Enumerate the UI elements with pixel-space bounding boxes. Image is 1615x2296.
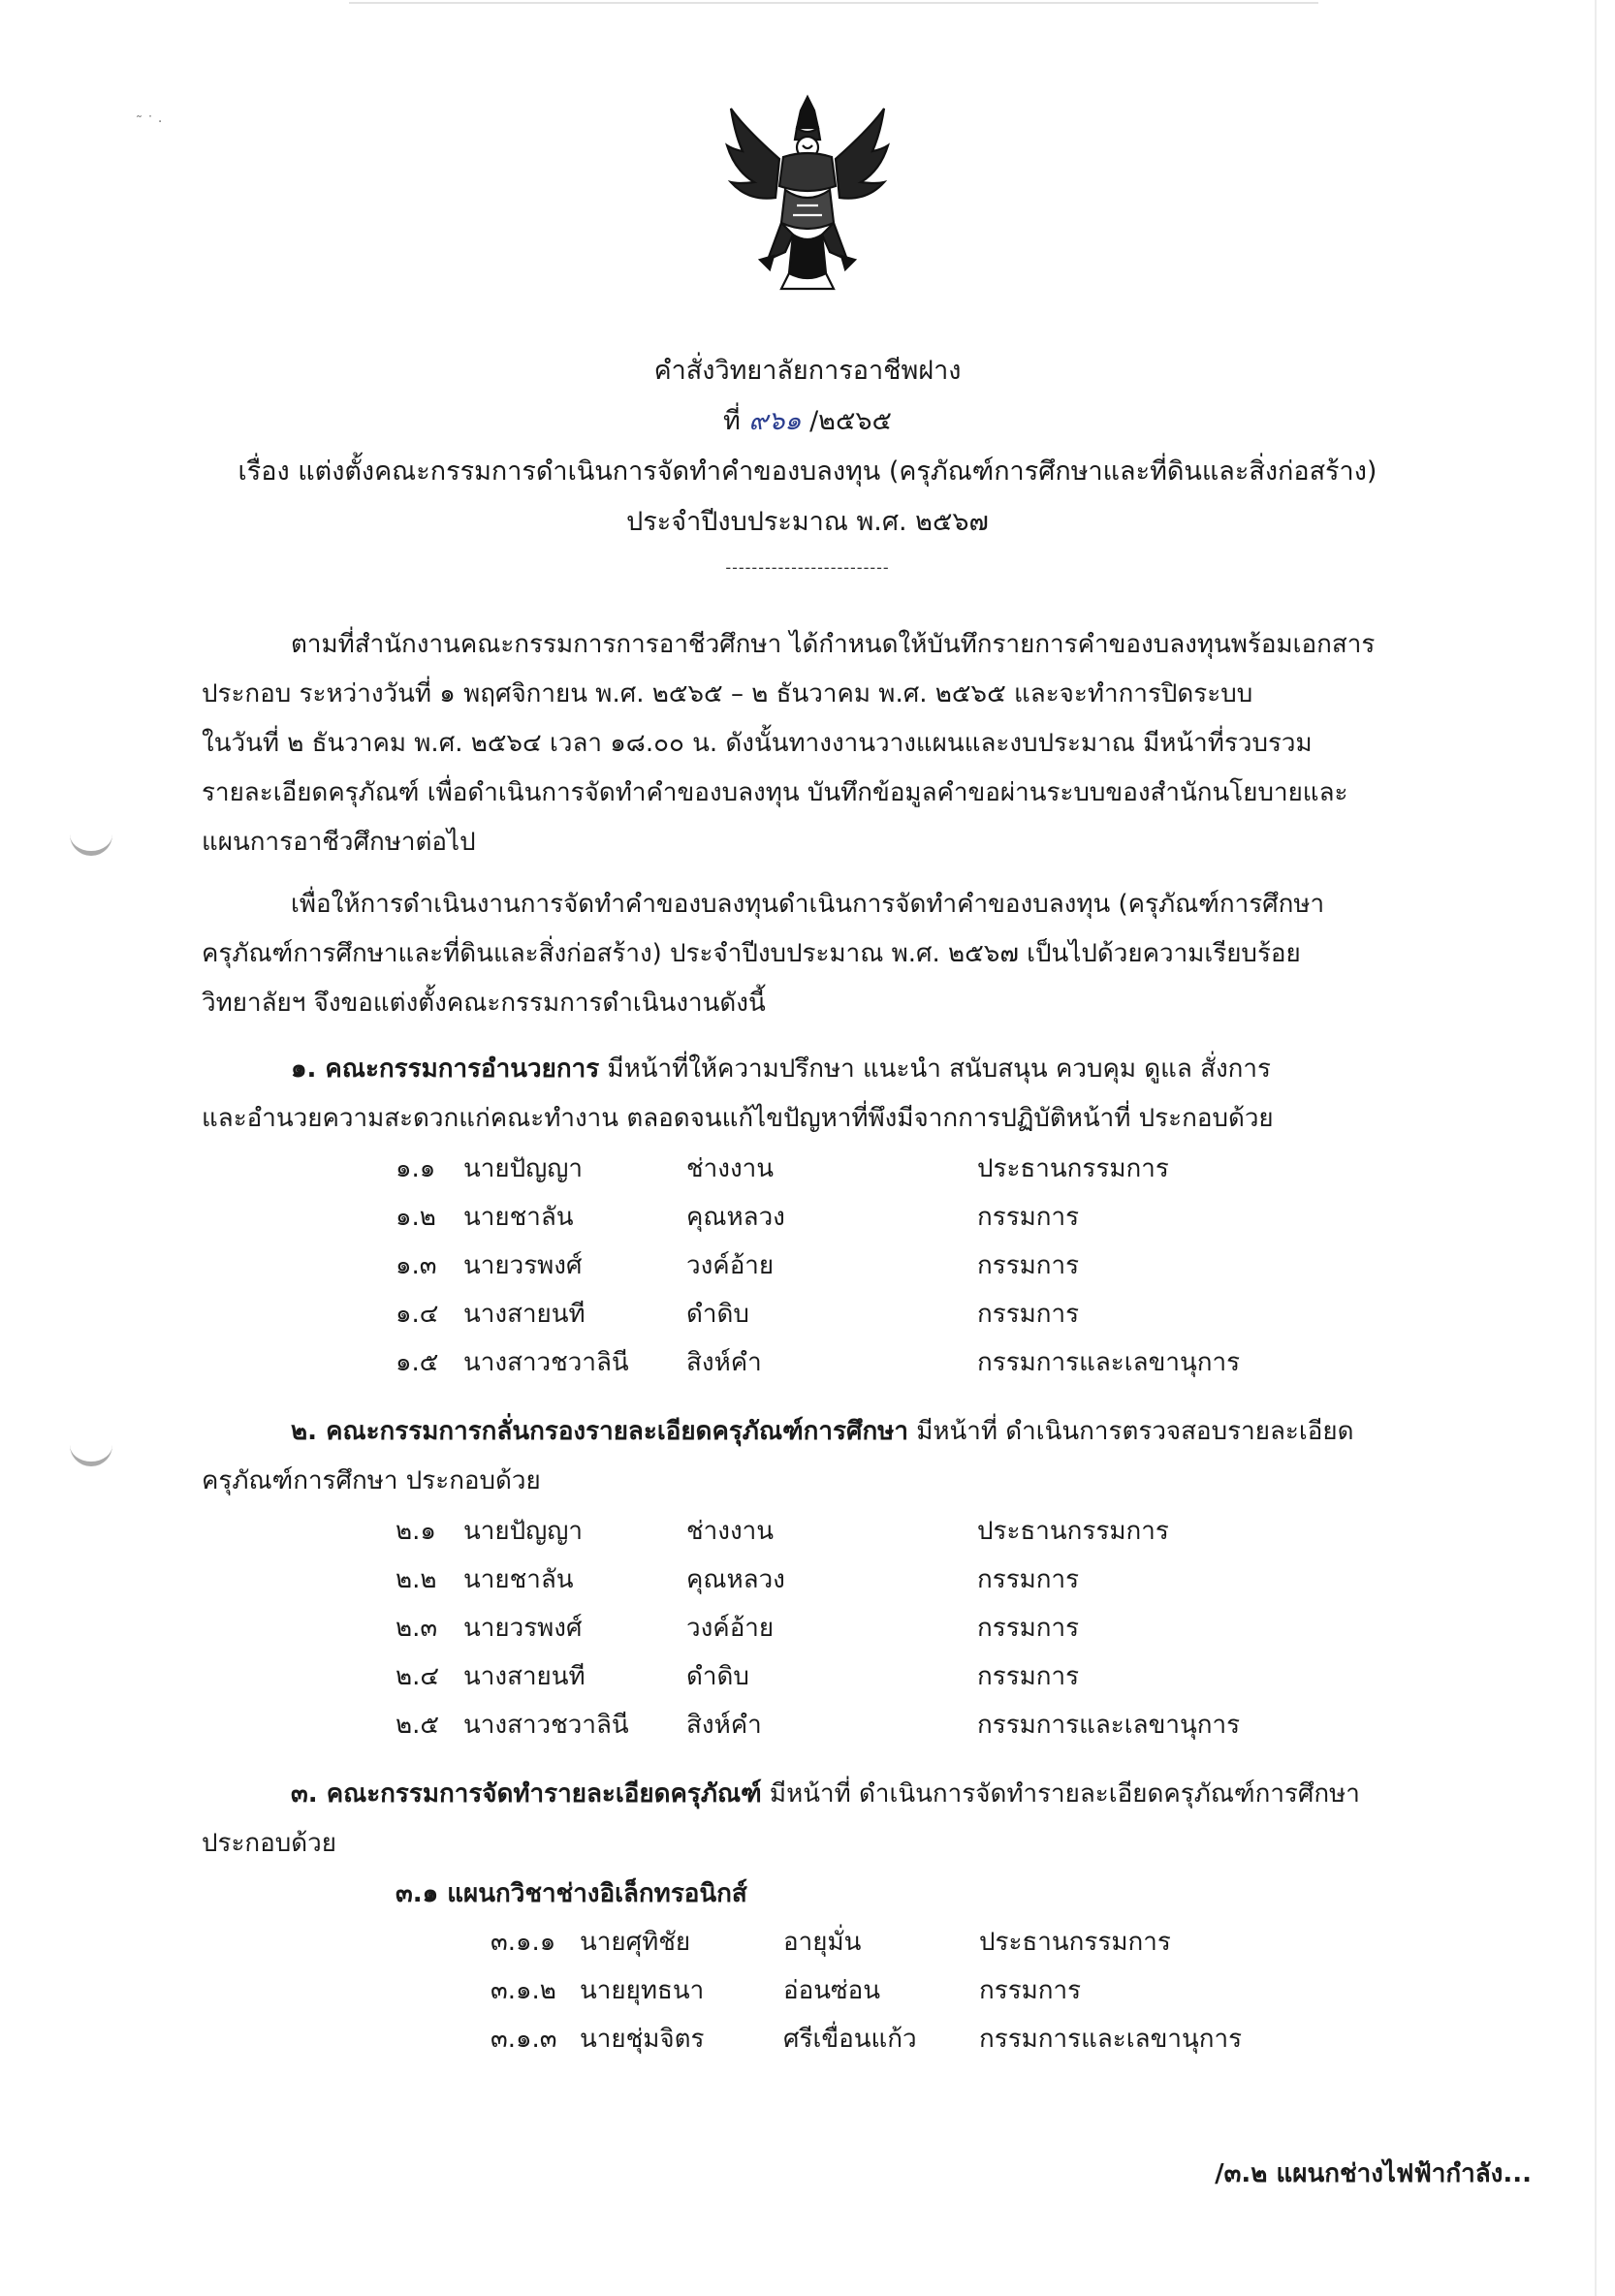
section-heading: ๓. คณะกรรมการจัดทำรายละเอียดครุภัณฑ์ xyxy=(291,1779,762,1808)
order-subject-line2: ประจำปีงบประมาณ พ.ศ. ๒๕๖๗ xyxy=(626,507,989,537)
subject-text: แต่งตั้งคณะกรรมการดำเนินการจัดทำคำของบลงทุน (ครุภัณฑ์การศึกษาและที่ดินและสิ่งก่อสร้าง) xyxy=(298,456,1378,487)
order-number-year: /๒๕๖๕ xyxy=(809,406,892,436)
member-last-name: ช่างงาน xyxy=(686,1517,775,1546)
intro-line: ประกอบ ระหว่างวันที่ ๑ พฤศจิกายน พ.ศ. ๒๕๖๕ – ๒ ธันวาคม พ.ศ. ๒๕๖๕ และจะทำการปิดระบบ xyxy=(202,679,1253,708)
member-last-name: ดำดิบ xyxy=(686,1300,749,1329)
garuda-emblem-icon xyxy=(725,89,890,300)
intro-line: ในวันที่ ๒ ธันวาคม พ.ศ. ๒๕๖๔ เวลา ๑๘.๐๐ น. ดังนั้นทางงานวางแผนและงบประมาณ มีหน้าที่รวบรวม xyxy=(202,729,1313,758)
member-number: ๒.๒ xyxy=(396,1565,437,1594)
order-number-prefix: ที่ xyxy=(723,406,741,436)
member-last-name: ศรีเขื่อนแก้ว xyxy=(783,2025,917,2054)
purpose-line: เพื่อให้การดำเนินงานการจัดทำคำของบลงทุนดำเนินการจัดทำคำของบลงทุน (ครุภัณฑ์การศึกษา xyxy=(291,890,1325,919)
subsection-heading: ๓.๑ แผนกวิชาช่างอิเล็กทรอนิกส์ xyxy=(396,1879,747,1908)
purpose-paragraph xyxy=(202,880,1462,1028)
member-number: ๒.๔ xyxy=(396,1662,440,1691)
intro-paragraph xyxy=(202,620,1462,867)
section-duty-line2: และอำนวยความสะดวกแก่คณะทำงาน ตลอดจนแก้ไขปัญหาที่พึงมีจากการปฏิบัติหน้าที่ ประกอบด้วย xyxy=(202,1104,1274,1133)
member-last-name: ดำดิบ xyxy=(686,1662,749,1691)
subject-label: เรื่อง xyxy=(238,456,290,487)
order-subject xyxy=(0,456,1615,488)
intro-line: แผนการอาชีวศึกษาต่อไป xyxy=(202,828,476,857)
member-last-name: อายุมั่น xyxy=(783,1928,862,1957)
member-role: ประธานกรรมการ xyxy=(977,1154,1169,1183)
member-number: ๒.๕ xyxy=(396,1711,440,1740)
section-3 xyxy=(202,1770,1462,1869)
continuation-note: /๓.๒ แผนกช่างไฟฟ้ากำลัง... xyxy=(1215,2159,1532,2188)
member-last-name: วงค์อ้าย xyxy=(686,1251,775,1280)
member-number: ๑.๔ xyxy=(396,1300,439,1329)
member-last-name: สิงห์คำ xyxy=(686,1348,762,1377)
member-role: ประธานกรรมการ xyxy=(979,1928,1171,1957)
member-number: ๓.๑.๑ xyxy=(491,1928,556,1957)
section-duty: มีหน้าที่ ดำเนินการตรวจสอบรายละเอียด xyxy=(907,1417,1354,1446)
member-first-name: นายปัญญา xyxy=(463,1517,584,1546)
section-heading: ๑. คณะกรรมการอำนวยการ xyxy=(291,1054,600,1084)
member-first-name: นายศุทิชัย xyxy=(580,1928,691,1957)
order-title: คำสั่งวิทยาลัยการอาชีพฝาง xyxy=(653,356,962,386)
purpose-line: ครุภัณฑ์การศึกษาและที่ดินและสิ่งก่อสร้าง) ประจำปีงบประมาณ พ.ศ. ๒๕๖๗ เป็นไปด้วยความเรียบร้อย xyxy=(202,939,1301,968)
member-number: ๑.๑ xyxy=(396,1154,436,1183)
member-first-name: นายปัญญา xyxy=(463,1154,584,1183)
order-number xyxy=(0,405,1615,438)
section-heading: ๒. คณะกรรมการกลั่นกรองรายละเอียดครุภัณฑ์การศึกษา xyxy=(291,1417,908,1446)
member-role: กรรมการ xyxy=(977,1203,1080,1232)
member-first-name: นางสายนที xyxy=(463,1300,586,1329)
intro-line: ตามที่สำนักงานคณะกรรมการการอาชีวศึกษา ได้กำหนดให้บันทึกรายการคำของบลงทุนพร้อมเอกสาร xyxy=(291,630,1376,659)
member-role: กรรมการ xyxy=(979,1976,1082,2005)
member-first-name: นางสาวชวาลินี xyxy=(463,1348,629,1377)
member-last-name: คุณหลวง xyxy=(686,1203,785,1232)
section-duty-line2: ครุภัณฑ์การศึกษา ประกอบด้วย xyxy=(202,1466,541,1495)
intro-line: รายละเอียดครุภัณฑ์ เพื่อดำเนินการจัดทำคำของบลงทุน บันทึกข้อมูลคำขอผ่านระบบของสำนักนโยบายและ xyxy=(202,778,1348,807)
header-divider: ------------------------- xyxy=(725,558,890,577)
member-first-name: นางสาวชวาลินี xyxy=(463,1711,629,1740)
member-last-name: วงค์อ้าย xyxy=(686,1614,775,1643)
member-number: ๓.๑.๒ xyxy=(491,1976,556,2005)
member-number: ๒.๓ xyxy=(396,1614,438,1643)
member-number: ๑.๓ xyxy=(396,1251,437,1280)
punch-hole-icon xyxy=(70,822,112,856)
member-last-name: อ่อนซ่อน xyxy=(783,1976,881,2005)
purpose-line: วิทยาลัยฯ จึงขอแต่งตั้งคณะกรรมการดำเนินงานดังนี้ xyxy=(202,989,766,1018)
member-last-name: สิงห์คำ xyxy=(686,1711,762,1740)
member-number: ๓.๑.๓ xyxy=(491,2025,557,2054)
member-number: ๑.๕ xyxy=(396,1348,439,1377)
member-number: ๒.๑ xyxy=(396,1517,436,1546)
member-last-name: คุณหลวง xyxy=(686,1565,785,1594)
section-duty-line2: ประกอบด้วย xyxy=(202,1829,337,1858)
scan-edge-line xyxy=(349,2,1318,4)
member-first-name: นายวรพงศ์ xyxy=(463,1251,583,1280)
member-last-name: ช่างงาน xyxy=(686,1154,775,1183)
section-duty: มีหน้าที่ให้ความปรึกษา แนะนำ สนับสนุน ควบคุม ดูแล สั่งการ xyxy=(599,1054,1271,1084)
member-role: กรรมการ xyxy=(977,1565,1080,1594)
member-role: กรรมการ xyxy=(977,1614,1080,1643)
scan-side-line xyxy=(1595,0,1597,2296)
member-number: ๑.๒ xyxy=(396,1203,436,1232)
member-role: กรรมการและเลขานุการ xyxy=(977,1711,1241,1740)
section-2 xyxy=(202,1407,1462,1506)
scan-specks: ˜ ˙ · xyxy=(136,114,163,130)
member-role: กรรมการและเลขานุการ xyxy=(977,1348,1241,1377)
member-first-name: นายชาลัน xyxy=(463,1565,574,1594)
member-role: กรรมการ xyxy=(977,1300,1080,1329)
punch-hole-icon xyxy=(70,1432,112,1466)
member-role: กรรมการและเลขานุการ xyxy=(979,2025,1243,2054)
order-number-handwritten: ๙๖๑ xyxy=(748,406,802,436)
member-first-name: นายวรพงศ์ xyxy=(463,1614,583,1643)
section-duty: มีหน้าที่ ดำเนินการจัดทำรายละเอียดครุภัณฑ์การศึกษา xyxy=(761,1779,1360,1808)
member-role: กรรมการ xyxy=(977,1662,1080,1691)
member-first-name: นายยุทธนา xyxy=(580,1976,705,2005)
section-1 xyxy=(202,1045,1462,1144)
member-role: ประธานกรรมการ xyxy=(977,1517,1169,1546)
member-role: กรรมการ xyxy=(977,1251,1080,1280)
member-first-name: นางสายนที xyxy=(463,1662,586,1691)
member-first-name: นายชุ่มจิตร xyxy=(580,2025,705,2054)
member-first-name: นายชาลัน xyxy=(463,1203,574,1232)
